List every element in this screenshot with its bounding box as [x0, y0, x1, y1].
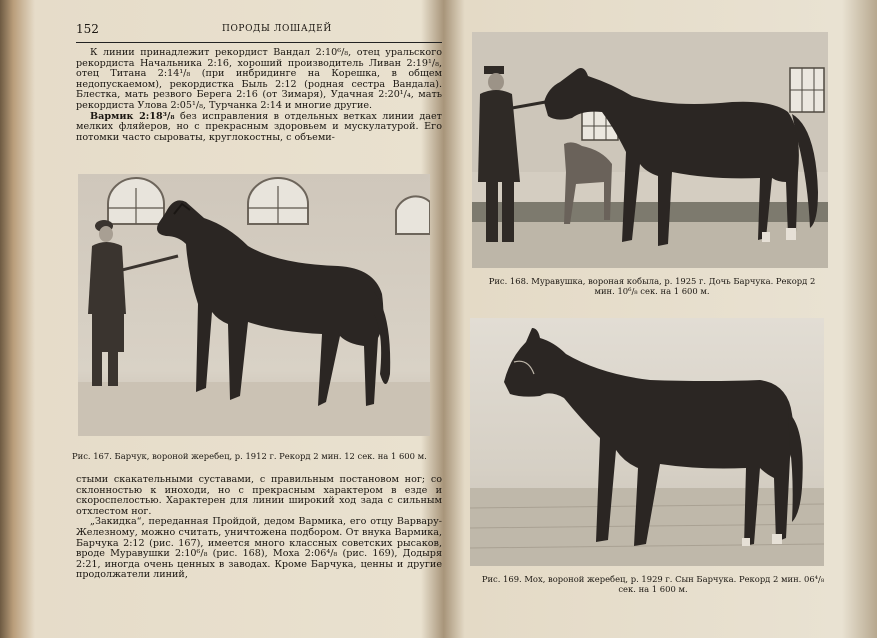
photo-167-barchuk	[78, 174, 430, 436]
running-head: ПОРОДЫ ЛОШАДЕЙ	[222, 24, 332, 34]
paragraph: К линии принадлежит рекордист Вандал 2:10⁶/₈, отец уральского рекордиста Начальника 2:16, хороший производитель Ливан 2:19¹/₈, отец Титана 2:14¹/₈ (при инбридинге на Корешка, в общем недопускаемом), рекордистка Быль 2:12 (родная сестра Вандала). Блестка, мать резвого Берега 2:16 (от Зимаря), Удачная 2:20¹/₄, мать рекордиста Улова 2:05¹/₈, Турчанка 2:14 и многие другие.	[76, 47, 442, 111]
bottom-text	[76, 475, 442, 581]
varmik-text: без исправления в отдельных ветках линии дает мелких фляйеров, но с прекрасным здоровьем и мускулатурой. Его потомки часто сыроваты, круглокостны, с объеми-	[76, 110, 442, 143]
paragraph-varmik	[76, 112, 442, 144]
page-number: 152	[76, 22, 99, 36]
page-header	[76, 20, 442, 43]
paragraph: „Закидка“, переданная Пройдой, дедом Вармика, его отцу Варвару-Железному, можно считать, уничтожена подбором. От внука Вармика, Барчука 2:12 (рис. 167), имеется много классных советских рысаков, вроде Муравушки 2:10⁶/₈ (рис. 168), Моха 2:06⁴/₈ (рис. 169), Додыря 2:21, иногда очень ценных в заводах. Кроме Барчука, ценны и другие продолжатели линий,	[76, 516, 442, 581]
varmik-name: Вармик 2:18³/₈	[90, 110, 175, 122]
caption-167: Рис. 167. Барчук, вороной жеребец, р. 1912 г. Рекорд 2 мин. 12 сек. на 1 600 м.	[72, 451, 427, 461]
left-page	[18, 0, 442, 638]
right-page	[456, 0, 866, 638]
photo-168-muravushka	[472, 32, 828, 268]
caption-168: Рис. 168. Муравушка, вороная кобыла, р. 1925 г. Дочь Барчука. Рекорд 2 мин. 10⁶/₈ сек. на 1 600 м.	[488, 276, 816, 296]
top-text	[76, 48, 442, 143]
photo-169-mokh	[470, 318, 824, 566]
paragraph: стыми скакательными суставами, с правильным постановом ног; со склонностью к иноходи, но с прекрасным характером в езде и скороспелостью. Характерен для линии широкий ход зада с сильным отхлестом ног.	[76, 474, 442, 517]
caption-169: Рис. 169. Мох, вороной жеребец, р. 1929 г. Сын Барчука. Рекорд 2 мин. 06⁴/₈ сек. на 1 600 м.	[481, 574, 825, 594]
